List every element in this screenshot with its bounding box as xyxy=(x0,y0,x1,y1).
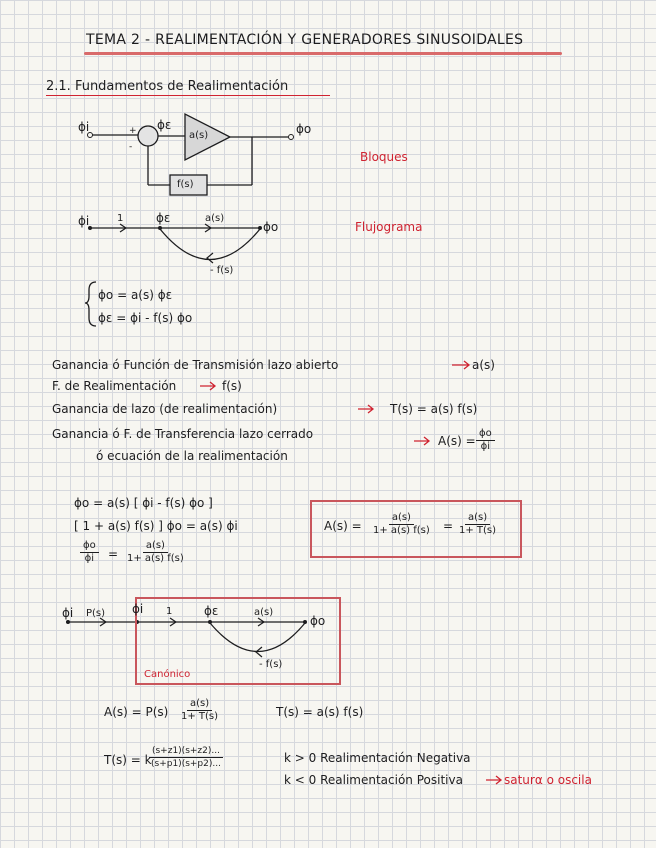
t-rational-lhs: T(s) = k xyxy=(104,753,152,767)
loop-gain-value: T(s) = a(s) f(s) xyxy=(390,402,478,416)
closed-loop-lhs: A(s) = xyxy=(438,434,476,448)
summing-junction xyxy=(138,126,158,146)
block-error-label: ϕε xyxy=(157,118,172,132)
boxed-den-1: 1+ a(s) f(s) xyxy=(373,525,430,536)
a-prefilter-num: a(s) xyxy=(187,698,212,711)
closed-loop-subtitle: ó ecuación de la realimentación xyxy=(96,449,288,463)
derivation-rhs-fraction xyxy=(124,540,187,565)
derivation-equals: = xyxy=(108,547,119,561)
closed-loop-definition: Ganancia ó F. de Transferencia lazo cerrado xyxy=(52,427,314,441)
derivation-line-1: ϕo = a(s) [ ϕi - f(s) ϕo ] xyxy=(74,496,213,510)
t-rational-fraction xyxy=(148,745,224,770)
closed-loop-fraction xyxy=(476,428,495,453)
a-prefilter-den: 1+ T(s) xyxy=(181,711,219,722)
canonical-label: Canónico xyxy=(144,669,191,680)
a-with-prefilter-fraction xyxy=(178,698,221,723)
flow-output-label: ϕo xyxy=(263,220,279,234)
page-title: TEMA 2 - REALIMENTACIÓN Y GENERADORES SINUSOIDALES xyxy=(86,32,524,48)
flow-forward-label: a(s) xyxy=(205,213,225,224)
boxed-den-2: 1+ T(s) xyxy=(459,525,497,536)
derivation-lhs-fraction xyxy=(80,540,99,565)
k-negative-consequence: saturα o oscila xyxy=(504,773,592,787)
equation-output: ϕo = a(s) ϕε xyxy=(98,288,173,302)
canonical-feedback: - f(s) xyxy=(259,659,283,670)
equation-error: ϕε = ϕi - f(s) ϕo xyxy=(98,311,193,325)
flow-input-label: ϕi xyxy=(78,214,90,228)
derivation-lhs-num: ϕo xyxy=(80,540,99,553)
plus-sign: + xyxy=(129,126,137,136)
canonical-node: ϕi xyxy=(132,602,144,616)
boxed-fraction-2 xyxy=(456,512,499,537)
boxed-num-1: a(s) xyxy=(389,512,414,525)
open-loop-definition: Ganancia ó Función de Transmisión lazo abierto xyxy=(52,358,339,372)
t-zeros: (s+z1)(s+z2)... xyxy=(149,745,223,758)
canonical-unity: 1 xyxy=(166,606,173,617)
derivation-rhs-num: a(s) xyxy=(143,540,168,553)
flujograma-label: Flujograma xyxy=(355,220,423,234)
bloques-label: Bloques xyxy=(360,150,408,164)
closed-loop-denominator: ϕi xyxy=(480,441,491,452)
derivation-line-2: [ 1 + a(s) f(s) ] ϕo = a(s) ϕi xyxy=(74,519,238,533)
k-negative-note: k < 0 Realimentación Positiva xyxy=(284,773,463,787)
feedback-value: f(s) xyxy=(222,379,242,393)
a-with-prefilter-lhs: A(s) = P(s) xyxy=(104,705,169,719)
block-input-label: ϕi xyxy=(78,120,90,134)
boxed-lhs: A(s) = xyxy=(324,519,362,533)
boxed-equals: = xyxy=(443,519,454,533)
feedback-label: f(s) xyxy=(177,179,194,190)
closed-loop-numerator: ϕo xyxy=(476,428,495,441)
canonical-input: ϕi xyxy=(62,606,74,620)
derivation-rhs-den: 1+ a(s) f(s) xyxy=(127,553,184,564)
boxed-num-2: a(s) xyxy=(465,512,490,525)
forward-gain-label: a(s) xyxy=(189,130,209,141)
block-output-label: ϕo xyxy=(296,122,312,136)
derivation-lhs-den: ϕi xyxy=(84,553,95,564)
loop-gain-formula: T(s) = a(s) f(s) xyxy=(276,705,364,719)
flow-feedback-label: - f(s) xyxy=(210,265,234,276)
canonical-prefilter: P(s) xyxy=(86,608,106,619)
loop-gain-definition: Ganancia de lazo (de realimentación) xyxy=(52,402,278,416)
k-positive-note: k > 0 Realimentación Negativa xyxy=(284,751,471,765)
t-poles: (s+p1)(s+p2)... xyxy=(151,759,221,769)
canonical-error: ϕε xyxy=(204,604,219,618)
canonical-output: ϕo xyxy=(310,614,326,628)
boxed-fraction-1 xyxy=(370,512,433,537)
feedback-definition: F. de Realimentación xyxy=(52,379,177,393)
section-title: 2.1. Fundamentos de Realimentación xyxy=(46,79,289,94)
canonical-forward: a(s) xyxy=(254,607,274,618)
flow-error-label: ϕε xyxy=(156,211,171,225)
flow-unity-gain: 1 xyxy=(117,213,124,224)
minus-sign: - xyxy=(129,142,133,152)
open-loop-value: a(s) xyxy=(472,358,495,372)
